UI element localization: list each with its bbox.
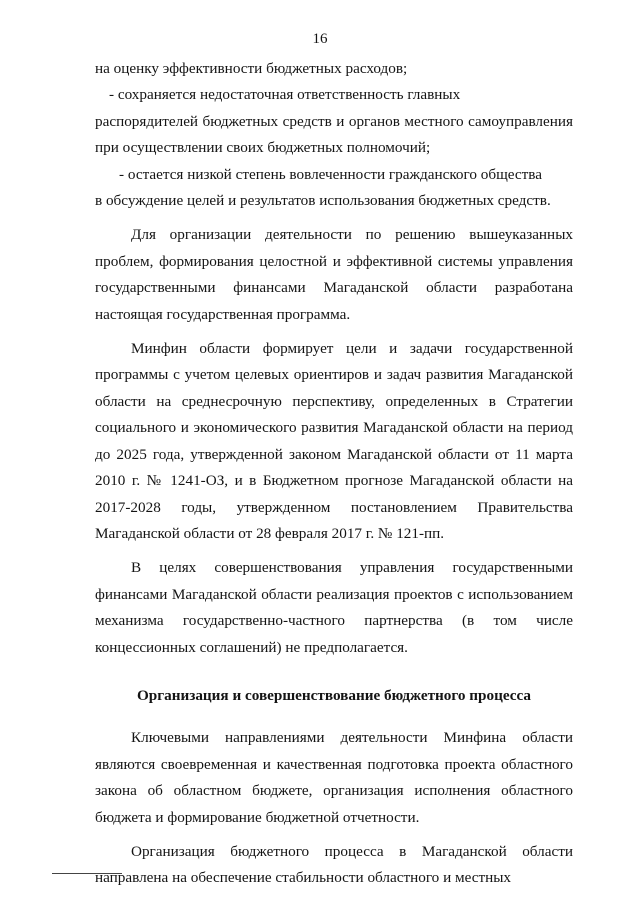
paragraph-public-private-partnership: В целях совершенствования управления государственными финансами Магаданской области реализация проектов с использованием механизма государственно-частного партнерства (в том числе концессионных соглашений) не предполагается. (95, 559, 573, 656)
list-item-responsibility-line2: распорядителей бюджетных средств и органов местного самоуправления при осуществлении своих бюджетных полномочий; (95, 112, 573, 157)
list-item-civil-society-line1: - остается низкой степень вовлеченности гражданского общества (119, 165, 542, 183)
list-item-civil-society-line2: в обсуждение целей и результатов использования бюджетных средств. (95, 192, 551, 210)
paragraph-budget-process: Организация бюджетного процесса в Магаданской области направлена на обеспечение стабильности областного и местных (95, 842, 573, 887)
paragraph-key-directions: Ключевыми направлениями деятельности Минфина области являются своевременная и качественная подготовка проекта областного закона об областном бюджете, организация исполнения областного бюджета и формирование бюджетной отчетности. (95, 729, 573, 826)
paragraph-continuation: на оценку эффективности бюджетных расходов; (95, 60, 408, 77)
paragraph-minfin-goals: Минфин области формирует цели и задачи государственной программы с учетом целевых ориентиров и задач развития Магаданской области на среднесрочную перспективу, определенных в Стратегии социального и экономического развития Магаданской области на период до 2025 года, утвержденной законом Магаданской области от 11 марта 2010 г. № 1241-ОЗ, и в Бюджетном прогнозе Магаданской области на 2017-2028 годы, утвержденном постановлением Правительства Магаданской области от 28 февраля 2017 г. № 121-пп. (95, 340, 573, 542)
section-heading: Организация и совершенствование бюджетного процесса (136, 686, 532, 704)
page-number: 16 (312, 31, 328, 47)
list-item-responsibility-line1: - сохраняется недостаточная ответственность главных (109, 86, 461, 104)
footer-rule (52, 873, 122, 874)
paragraph-program-purpose: Для организации деятельности по решению вышеуказанных проблем, формирования целостной и эффективной системы управления государственными финансами Магаданской области разработана настоящая государственная программа. (95, 226, 573, 323)
document-body (95, 56, 573, 892)
